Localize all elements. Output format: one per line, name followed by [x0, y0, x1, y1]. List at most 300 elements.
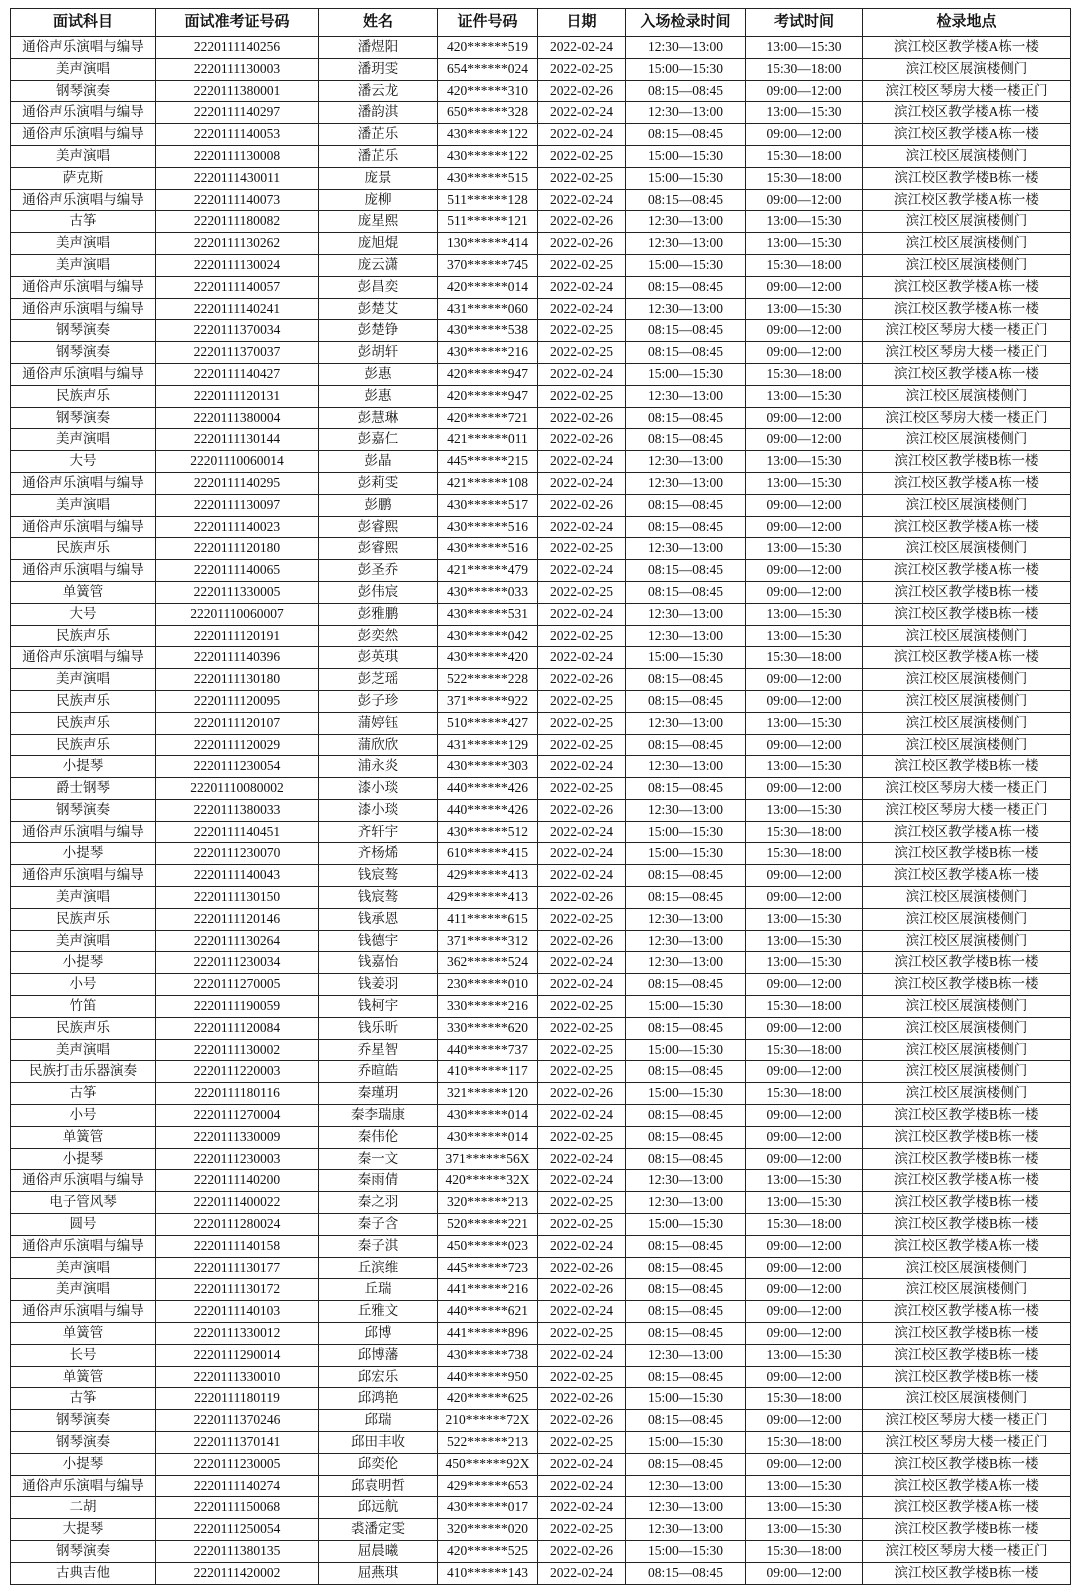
- cell-checkin-location: 滨江校区教学楼A栋一楼: [863, 189, 1071, 211]
- cell-name: 钱乐昕: [319, 1017, 438, 1039]
- cell-checkin-time: 12:30—13:00: [626, 908, 746, 930]
- cell-subject: 小提琴: [11, 1453, 156, 1475]
- cell-date: 2022-02-24: [538, 1344, 626, 1366]
- cell-subject: 美声演唱: [11, 669, 156, 691]
- table-row: [11, 1214, 1071, 1236]
- cell-exam-time: 09:00—12:00: [746, 778, 863, 800]
- cell-subject: 民族声乐: [11, 625, 156, 647]
- table-row: [11, 996, 1071, 1018]
- table-row: [11, 734, 1071, 756]
- cell-admission-number: 2220111180119: [156, 1388, 319, 1410]
- cell-name: 邱远航: [319, 1497, 438, 1519]
- cell-subject: 民族打击乐器演奏: [11, 1061, 156, 1083]
- cell-checkin-location: 滨江校区教学楼A栋一楼: [863, 516, 1071, 538]
- table-row: [11, 560, 1071, 582]
- cell-checkin-time: 12:30—13:00: [626, 712, 746, 734]
- cell-subject: 大号: [11, 603, 156, 625]
- cell-name: 潘煜阳: [319, 37, 438, 59]
- cell-admission-number: 2220111230054: [156, 756, 319, 778]
- cell-date: 2022-02-25: [538, 1366, 626, 1388]
- cell-id-number: 430******515: [438, 167, 538, 189]
- cell-checkin-time: 08:15—08:45: [626, 560, 746, 582]
- cell-exam-time: 09:00—12:00: [746, 407, 863, 429]
- cell-checkin-time: 08:15—08:45: [626, 778, 746, 800]
- cell-id-number: 371******312: [438, 930, 538, 952]
- cell-checkin-location: 滨江校区教学楼B栋一楼: [863, 167, 1071, 189]
- cell-exam-time: 15:30—18:00: [746, 1388, 863, 1410]
- cell-checkin-time: 15:00—15:30: [626, 996, 746, 1018]
- cell-checkin-location: 滨江校区教学楼A栋一楼: [863, 124, 1071, 146]
- cell-subject: 钢琴演奏: [11, 320, 156, 342]
- cell-date: 2022-02-24: [538, 865, 626, 887]
- cell-date: 2022-02-24: [538, 1562, 626, 1584]
- cell-name: 庞云潇: [319, 254, 438, 276]
- cell-id-number: 441******216: [438, 1279, 538, 1301]
- cell-subject: 美声演唱: [11, 494, 156, 516]
- cell-exam-time: 13:00—15:30: [746, 1192, 863, 1214]
- cell-id-number: 450******92X: [438, 1453, 538, 1475]
- cell-exam-time: 13:00—15:30: [746, 102, 863, 124]
- table-row: [11, 1453, 1071, 1475]
- cell-admission-number: 2220111380135: [156, 1540, 319, 1562]
- cell-exam-time: 09:00—12:00: [746, 669, 863, 691]
- cell-name: 彭英琪: [319, 647, 438, 669]
- cell-name: 丘滨维: [319, 1257, 438, 1279]
- cell-date: 2022-02-25: [538, 58, 626, 80]
- cell-subject: 美声演唱: [11, 233, 156, 255]
- cell-name: 裘潘定雯: [319, 1519, 438, 1541]
- cell-name: 潘玥雯: [319, 58, 438, 80]
- cell-date: 2022-02-24: [538, 1235, 626, 1257]
- cell-name: 邱鸿艳: [319, 1388, 438, 1410]
- cell-id-number: 421******108: [438, 472, 538, 494]
- cell-admission-number: 2220111230003: [156, 1148, 319, 1170]
- cell-exam-time: 13:00—15:30: [746, 538, 863, 560]
- cell-checkin-time: 08:15—08:45: [626, 429, 746, 451]
- cell-exam-time: 13:00—15:30: [746, 952, 863, 974]
- cell-checkin-time: 08:15—08:45: [626, 1061, 746, 1083]
- table-row: [11, 124, 1071, 146]
- cell-admission-number: 2220111430011: [156, 167, 319, 189]
- cell-id-number: 430******303: [438, 756, 538, 778]
- cell-subject: 通俗声乐演唱与编导: [11, 1475, 156, 1497]
- table-row: [11, 843, 1071, 865]
- cell-exam-time: 09:00—12:00: [746, 189, 863, 211]
- table-row: [11, 58, 1071, 80]
- cell-id-number: 430******538: [438, 320, 538, 342]
- header-name: 姓名: [319, 9, 438, 37]
- cell-checkin-time: 08:15—08:45: [626, 320, 746, 342]
- cell-date: 2022-02-24: [538, 952, 626, 974]
- cell-exam-time: 09:00—12:00: [746, 974, 863, 996]
- cell-id-number: 420******519: [438, 37, 538, 59]
- cell-id-number: 430******420: [438, 647, 538, 669]
- table-row: [11, 952, 1071, 974]
- cell-admission-number: 2220111370034: [156, 320, 319, 342]
- cell-id-number: 511******128: [438, 189, 538, 211]
- header-admission-number: 面试准考证号码: [156, 9, 319, 37]
- cell-subject: 大号: [11, 451, 156, 473]
- cell-name: 彭惠: [319, 385, 438, 407]
- cell-checkin-time: 08:15—08:45: [626, 1148, 746, 1170]
- cell-date: 2022-02-25: [538, 1323, 626, 1345]
- cell-name: 钱姜羽: [319, 974, 438, 996]
- cell-exam-time: 13:00—15:30: [746, 472, 863, 494]
- cell-id-number: 430******122: [438, 124, 538, 146]
- cell-subject: 美声演唱: [11, 1039, 156, 1061]
- table-row: [11, 1323, 1071, 1345]
- cell-id-number: 511******121: [438, 211, 538, 233]
- cell-exam-time: 09:00—12:00: [746, 581, 863, 603]
- cell-name: 邱博: [319, 1323, 438, 1345]
- cell-id-number: 430******517: [438, 494, 538, 516]
- cell-checkin-time: 08:15—08:45: [626, 124, 746, 146]
- cell-date: 2022-02-26: [538, 669, 626, 691]
- cell-date: 2022-02-25: [538, 1519, 626, 1541]
- cell-admission-number: 2220111140241: [156, 298, 319, 320]
- cell-checkin-time: 08:15—08:45: [626, 1257, 746, 1279]
- cell-admission-number: 2220111330010: [156, 1366, 319, 1388]
- cell-id-number: 362******524: [438, 952, 538, 974]
- cell-checkin-location: 滨江校区教学楼A栋一楼: [863, 102, 1071, 124]
- cell-exam-time: 09:00—12:00: [746, 1410, 863, 1432]
- cell-name: 屈燕琪: [319, 1562, 438, 1584]
- cell-name: 秦子淇: [319, 1235, 438, 1257]
- cell-checkin-location: 滨江校区琴房大楼一楼正门: [863, 799, 1071, 821]
- cell-date: 2022-02-24: [538, 189, 626, 211]
- cell-checkin-time: 12:30—13:00: [626, 233, 746, 255]
- cell-date: 2022-02-25: [538, 625, 626, 647]
- cell-checkin-location: 滨江校区教学楼A栋一楼: [863, 363, 1071, 385]
- cell-checkin-location: 滨江校区展演楼侧门: [863, 254, 1071, 276]
- cell-checkin-time: 15:00—15:30: [626, 254, 746, 276]
- table-row: [11, 516, 1071, 538]
- cell-date: 2022-02-24: [538, 974, 626, 996]
- cell-name: 彭伟宸: [319, 581, 438, 603]
- cell-checkin-time: 15:00—15:30: [626, 1540, 746, 1562]
- cell-date: 2022-02-26: [538, 1410, 626, 1432]
- cell-date: 2022-02-24: [538, 1475, 626, 1497]
- cell-admission-number: 2220111370141: [156, 1432, 319, 1454]
- cell-checkin-time: 08:15—08:45: [626, 407, 746, 429]
- cell-checkin-location: 滨江校区教学楼A栋一楼: [863, 276, 1071, 298]
- cell-name: 秦子含: [319, 1214, 438, 1236]
- cell-checkin-time: 08:15—08:45: [626, 494, 746, 516]
- table-row: [11, 385, 1071, 407]
- cell-subject: 民族声乐: [11, 1017, 156, 1039]
- cell-admission-number: 2220111140396: [156, 647, 319, 669]
- cell-checkin-location: 滨江校区教学楼B栋一楼: [863, 843, 1071, 865]
- table-row: [11, 887, 1071, 909]
- cell-checkin-location: 滨江校区展演楼侧门: [863, 930, 1071, 952]
- table-row: [11, 1235, 1071, 1257]
- cell-name: 彭楚艾: [319, 298, 438, 320]
- cell-checkin-time: 15:00—15:30: [626, 145, 746, 167]
- cell-subject: 钢琴演奏: [11, 1432, 156, 1454]
- cell-name: 潘芷乐: [319, 124, 438, 146]
- cell-id-number: 430******216: [438, 342, 538, 364]
- cell-checkin-location: 滨江校区教学楼B栋一楼: [863, 952, 1071, 974]
- table-row: [11, 298, 1071, 320]
- cell-subject: 圆号: [11, 1214, 156, 1236]
- cell-checkin-location: 滨江校区教学楼B栋一楼: [863, 1126, 1071, 1148]
- cell-date: 2022-02-26: [538, 799, 626, 821]
- cell-name: 秦之羽: [319, 1192, 438, 1214]
- cell-admission-number: 22201110080002: [156, 778, 319, 800]
- cell-id-number: 230******010: [438, 974, 538, 996]
- cell-exam-time: 09:00—12:00: [746, 1301, 863, 1323]
- cell-subject: 大提琴: [11, 1519, 156, 1541]
- cell-checkin-location: 滨江校区教学楼A栋一楼: [863, 821, 1071, 843]
- cell-exam-time: 15:30—18:00: [746, 363, 863, 385]
- cell-checkin-location: 滨江校区教学楼B栋一楼: [863, 1519, 1071, 1541]
- cell-checkin-location: 滨江校区教学楼B栋一楼: [863, 1192, 1071, 1214]
- cell-checkin-location: 滨江校区展演楼侧门: [863, 1039, 1071, 1061]
- cell-subject: 竹笛: [11, 996, 156, 1018]
- cell-checkin-location: 滨江校区教学楼B栋一楼: [863, 1148, 1071, 1170]
- cell-checkin-time: 08:15—08:45: [626, 1279, 746, 1301]
- cell-admission-number: 2220111130180: [156, 669, 319, 691]
- cell-subject: 小提琴: [11, 843, 156, 865]
- cell-checkin-location: 滨江校区教学楼A栋一楼: [863, 560, 1071, 582]
- cell-name: 彭圣乔: [319, 560, 438, 582]
- cell-admission-number: 2220111400022: [156, 1192, 319, 1214]
- cell-admission-number: 2220111380001: [156, 80, 319, 102]
- cell-name: 屈晨曦: [319, 1540, 438, 1562]
- cell-date: 2022-02-25: [538, 1061, 626, 1083]
- table-row: [11, 930, 1071, 952]
- cell-date: 2022-02-25: [538, 538, 626, 560]
- cell-checkin-time: 12:30—13:00: [626, 799, 746, 821]
- cell-date: 2022-02-25: [538, 342, 626, 364]
- table-row: [11, 254, 1071, 276]
- cell-checkin-time: 08:15—08:45: [626, 669, 746, 691]
- cell-exam-time: 09:00—12:00: [746, 1257, 863, 1279]
- cell-id-number: 430******042: [438, 625, 538, 647]
- cell-checkin-time: 12:30—13:00: [626, 1497, 746, 1519]
- cell-subject: 美声演唱: [11, 429, 156, 451]
- cell-subject: 小号: [11, 974, 156, 996]
- table-row: [11, 1170, 1071, 1192]
- cell-admission-number: 2220111180082: [156, 211, 319, 233]
- cell-date: 2022-02-25: [538, 1126, 626, 1148]
- cell-exam-time: 09:00—12:00: [746, 1126, 863, 1148]
- cell-checkin-location: 滨江校区展演楼侧门: [863, 145, 1071, 167]
- cell-name: 钱德宇: [319, 930, 438, 952]
- table-row: [11, 690, 1071, 712]
- cell-checkin-location: 滨江校区教学楼B栋一楼: [863, 1453, 1071, 1475]
- cell-subject: 通俗声乐演唱与编导: [11, 516, 156, 538]
- cell-name: 彭芝瑶: [319, 669, 438, 691]
- cell-checkin-time: 12:30—13:00: [626, 211, 746, 233]
- cell-checkin-location: 滨江校区琴房大楼一楼正门: [863, 1410, 1071, 1432]
- cell-date: 2022-02-25: [538, 1017, 626, 1039]
- cell-name: 彭楚铮: [319, 320, 438, 342]
- cell-exam-time: 09:00—12:00: [746, 320, 863, 342]
- cell-exam-time: 09:00—12:00: [746, 1017, 863, 1039]
- cell-checkin-time: 12:30—13:00: [626, 1475, 746, 1497]
- cell-id-number: 650******328: [438, 102, 538, 124]
- cell-subject: 通俗声乐演唱与编导: [11, 865, 156, 887]
- cell-date: 2022-02-24: [538, 363, 626, 385]
- cell-exam-time: 09:00—12:00: [746, 1105, 863, 1127]
- table-row: [11, 1410, 1071, 1432]
- cell-subject: 民族声乐: [11, 538, 156, 560]
- cell-exam-time: 09:00—12:00: [746, 690, 863, 712]
- cell-date: 2022-02-24: [538, 1301, 626, 1323]
- cell-admission-number: 2220111140274: [156, 1475, 319, 1497]
- cell-name: 邱宏乐: [319, 1366, 438, 1388]
- cell-id-number: 420******525: [438, 1540, 538, 1562]
- cell-id-number: 420******947: [438, 385, 538, 407]
- cell-checkin-location: 滨江校区教学楼B栋一楼: [863, 1366, 1071, 1388]
- cell-subject: 通俗声乐演唱与编导: [11, 276, 156, 298]
- cell-exam-time: 13:00—15:30: [746, 908, 863, 930]
- cell-exam-time: 09:00—12:00: [746, 342, 863, 364]
- cell-name: 邱博藩: [319, 1344, 438, 1366]
- cell-subject: 古筝: [11, 1083, 156, 1105]
- cell-admission-number: 2220111330005: [156, 581, 319, 603]
- cell-checkin-location: 滨江校区琴房大楼一楼正门: [863, 1540, 1071, 1562]
- cell-exam-time: 09:00—12:00: [746, 865, 863, 887]
- cell-name: 齐杨烯: [319, 843, 438, 865]
- table-row: [11, 1105, 1071, 1127]
- cell-checkin-location: 滨江校区展演楼侧门: [863, 1061, 1071, 1083]
- cell-admission-number: 2220111120180: [156, 538, 319, 560]
- cell-checkin-location: 滨江校区琴房大楼一楼正门: [863, 1432, 1071, 1454]
- table-row: [11, 451, 1071, 473]
- cell-checkin-time: 12:30—13:00: [626, 1192, 746, 1214]
- cell-subject: 美声演唱: [11, 930, 156, 952]
- cell-id-number: 411******615: [438, 908, 538, 930]
- cell-subject: 美声演唱: [11, 145, 156, 167]
- cell-checkin-time: 15:00—15:30: [626, 843, 746, 865]
- cell-name: 彭睿熙: [319, 538, 438, 560]
- cell-date: 2022-02-24: [538, 1170, 626, 1192]
- cell-date: 2022-02-24: [538, 1148, 626, 1170]
- cell-checkin-location: 滨江校区教学楼A栋一楼: [863, 1301, 1071, 1323]
- cell-admission-number: 2220111270005: [156, 974, 319, 996]
- cell-subject: 单簧管: [11, 1126, 156, 1148]
- cell-checkin-time: 15:00—15:30: [626, 167, 746, 189]
- cell-date: 2022-02-26: [538, 80, 626, 102]
- cell-exam-time: 09:00—12:00: [746, 1279, 863, 1301]
- cell-date: 2022-02-25: [538, 385, 626, 407]
- cell-exam-time: 13:00—15:30: [746, 1475, 863, 1497]
- cell-admission-number: 2220111270004: [156, 1105, 319, 1127]
- cell-subject: 通俗声乐演唱与编导: [11, 647, 156, 669]
- table-row: [11, 908, 1071, 930]
- cell-checkin-time: 08:15—08:45: [626, 342, 746, 364]
- cell-subject: 美声演唱: [11, 887, 156, 909]
- cell-date: 2022-02-24: [538, 37, 626, 59]
- cell-checkin-location: 滨江校区展演楼侧门: [863, 1083, 1071, 1105]
- table-row: [11, 1497, 1071, 1519]
- cell-checkin-time: 08:15—08:45: [626, 887, 746, 909]
- cell-id-number: 320******213: [438, 1192, 538, 1214]
- table-row: [11, 603, 1071, 625]
- cell-subject: 二胡: [11, 1497, 156, 1519]
- cell-subject: 通俗声乐演唱与编导: [11, 1235, 156, 1257]
- cell-admission-number: 2220111120146: [156, 908, 319, 930]
- cell-admission-number: 2220111120029: [156, 734, 319, 756]
- cell-exam-time: 15:30—18:00: [746, 1083, 863, 1105]
- cell-exam-time: 09:00—12:00: [746, 1323, 863, 1345]
- cell-subject: 通俗声乐演唱与编导: [11, 472, 156, 494]
- header-date: 日期: [538, 9, 626, 37]
- table-row: [11, 1126, 1071, 1148]
- cell-date: 2022-02-25: [538, 581, 626, 603]
- cell-exam-time: 15:30—18:00: [746, 145, 863, 167]
- cell-checkin-location: 滨江校区教学楼B栋一楼: [863, 1562, 1071, 1584]
- cell-checkin-time: 08:15—08:45: [626, 974, 746, 996]
- cell-subject: 单簧管: [11, 1366, 156, 1388]
- cell-admission-number: 2220111140427: [156, 363, 319, 385]
- cell-checkin-time: 08:15—08:45: [626, 189, 746, 211]
- cell-admission-number: 2220111370037: [156, 342, 319, 364]
- cell-subject: 通俗声乐演唱与编导: [11, 560, 156, 582]
- cell-checkin-time: 08:15—08:45: [626, 690, 746, 712]
- cell-id-number: 520******221: [438, 1214, 538, 1236]
- cell-checkin-time: 08:15—08:45: [626, 516, 746, 538]
- cell-name: 彭子珍: [319, 690, 438, 712]
- cell-date: 2022-02-24: [538, 843, 626, 865]
- cell-checkin-time: 08:15—08:45: [626, 1105, 746, 1127]
- cell-admission-number: 2220111140256: [156, 37, 319, 59]
- cell-name: 丘瑞: [319, 1279, 438, 1301]
- cell-date: 2022-02-25: [538, 145, 626, 167]
- cell-admission-number: 2220111130003: [156, 58, 319, 80]
- table-row: [11, 581, 1071, 603]
- cell-subject: 单簧管: [11, 581, 156, 603]
- cell-checkin-time: 15:00—15:30: [626, 58, 746, 80]
- cell-id-number: 450******023: [438, 1235, 538, 1257]
- cell-exam-time: 13:00—15:30: [746, 799, 863, 821]
- cell-date: 2022-02-25: [538, 908, 626, 930]
- cell-exam-time: 09:00—12:00: [746, 1366, 863, 1388]
- table-row: [11, 1192, 1071, 1214]
- cell-subject: 通俗声乐演唱与编导: [11, 37, 156, 59]
- table-row: [11, 1257, 1071, 1279]
- cell-name: 彭睿熙: [319, 516, 438, 538]
- cell-name: 彭昌奕: [319, 276, 438, 298]
- cell-name: 蒲欣欣: [319, 734, 438, 756]
- table-row: [11, 167, 1071, 189]
- cell-exam-time: 13:00—15:30: [746, 1170, 863, 1192]
- cell-checkin-time: 12:30—13:00: [626, 451, 746, 473]
- cell-exam-time: 13:00—15:30: [746, 1344, 863, 1366]
- cell-date: 2022-02-26: [538, 1257, 626, 1279]
- cell-checkin-location: 滨江校区展演楼侧门: [863, 1257, 1071, 1279]
- cell-admission-number: 2220111140103: [156, 1301, 319, 1323]
- table-header: [11, 9, 1071, 37]
- cell-name: 彭嘉仁: [319, 429, 438, 451]
- cell-exam-time: 15:30—18:00: [746, 58, 863, 80]
- table-row: [11, 211, 1071, 233]
- cell-subject: 钢琴演奏: [11, 1410, 156, 1432]
- cell-subject: 民族声乐: [11, 908, 156, 930]
- cell-subject: 爵士钢琴: [11, 778, 156, 800]
- cell-checkin-location: 滨江校区展演楼侧门: [863, 385, 1071, 407]
- table-row: [11, 538, 1071, 560]
- cell-admission-number: 2220111130144: [156, 429, 319, 451]
- cell-exam-time: 15:30—18:00: [746, 996, 863, 1018]
- cell-exam-time: 13:00—15:30: [746, 712, 863, 734]
- table-row: [11, 1475, 1071, 1497]
- cell-subject: 美声演唱: [11, 254, 156, 276]
- cell-admission-number: 2220111140043: [156, 865, 319, 887]
- cell-id-number: 430******738: [438, 1344, 538, 1366]
